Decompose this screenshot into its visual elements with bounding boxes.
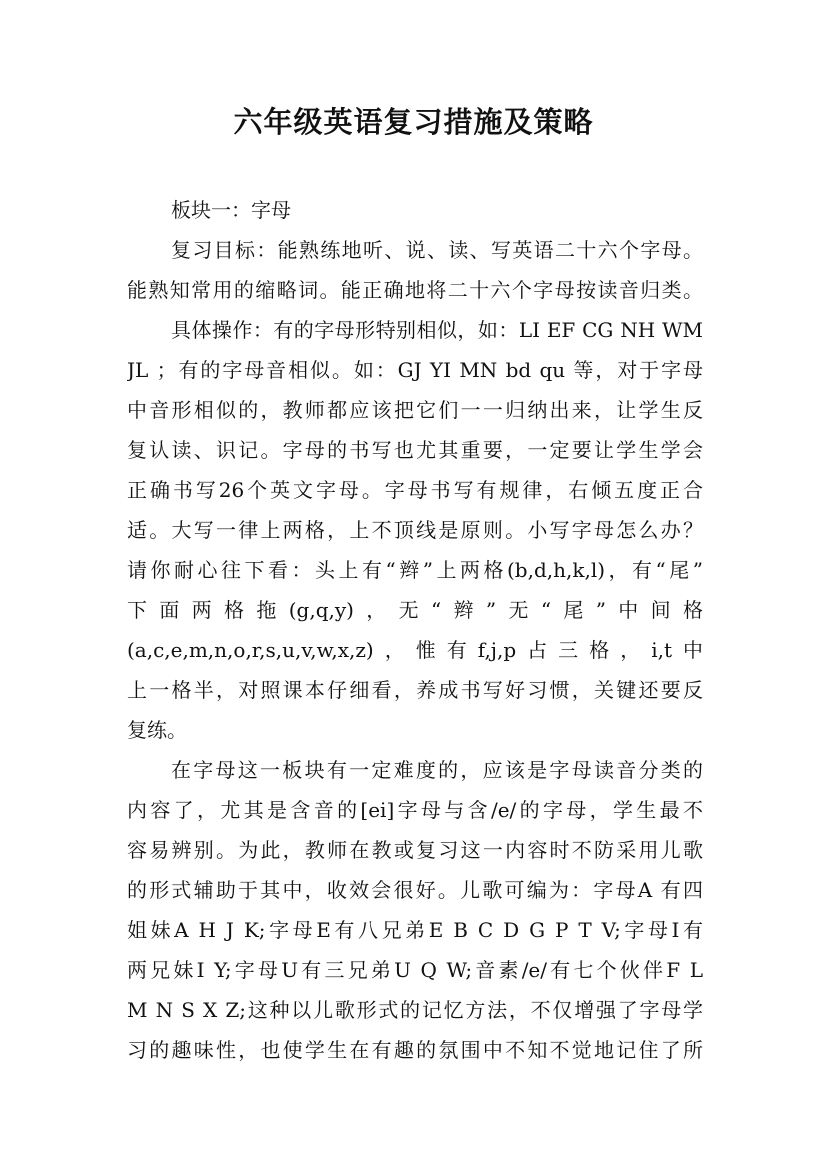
body-line: 上一格半，对照课本仔细看，养成书写好习惯，关键还要反 [127, 678, 703, 702]
body-line: 复认读、识记。字母的书写也尤其重要，一定要让学生学会 [127, 438, 703, 462]
body-line: 的形式辅助于其中，收效会很好。儿歌可编为：字母A 有四 [127, 878, 703, 902]
document-title: 六年级英语复习措施及策略 [233, 105, 594, 139]
body-line: 正确书写26个英文字母。字母书写有规律，右倾五度正合 [127, 478, 703, 502]
body-line: M N S X Z;这种以儿歌形式的记忆方法，不仅增强了字母学 [127, 998, 703, 1022]
body-line: 复练。 [127, 718, 187, 742]
body-line: 在字母这一板块有一定难度的，应该是字母读音分类的 [171, 758, 703, 782]
body-line: 姐妹A H J K;字母E有八兄弟E B C D G P T V;字母I有 [127, 918, 703, 942]
body-line: 中音形相似的，教师都应该把它们一一归纳出来，让学生反 [127, 398, 703, 422]
body-line: 具体操作：有的字母形特别相似，如：LI EF CG NH WM [171, 318, 703, 342]
body-line: 习的趣味性，也使学生在有趣的氛围中不知不觉地记住了所 [127, 1038, 703, 1062]
body-line: 适。大写一律上两格，上不顶线是原则。小写字母怎么办？ [127, 518, 703, 542]
body-line: 请你耐心往下看：头上有“辫”上两格(b,d,h,k,l)，有“尾” [127, 558, 703, 582]
body-line: 板块一：字母 [171, 198, 291, 222]
body-line: 能熟知常用的缩略词。能正确地将二十六个字母按读音归类。 [127, 278, 703, 302]
document-body [127, 190, 703, 1070]
body-line: 两兄妹I Y;字母U有三兄弟U Q W;音素/e/有七个伙伴F L [127, 958, 703, 982]
body-line: 下面两格拖(g,q,y)，无“辫”无“尾”中间格 [127, 598, 703, 622]
body-line: 复习目标：能熟练地听、说、读、写英语二十六个字母。 [171, 238, 703, 262]
body-line: 容易辨别。为此，教师在教或复习这一内容时不防采用儿歌 [127, 838, 703, 862]
body-line: JL ；有的字母音相似。如：GJ YI MN bd qu 等，对于字母 [127, 358, 703, 382]
body-line: (a,c,e,m,n,o,r,s,u,v,w,x,z)，惟有f,j,p占三格，i,t中 [127, 638, 703, 662]
body-line: 内容了，尤其是含音的[ei]字母与含/e/的字母，学生最不 [127, 798, 703, 822]
